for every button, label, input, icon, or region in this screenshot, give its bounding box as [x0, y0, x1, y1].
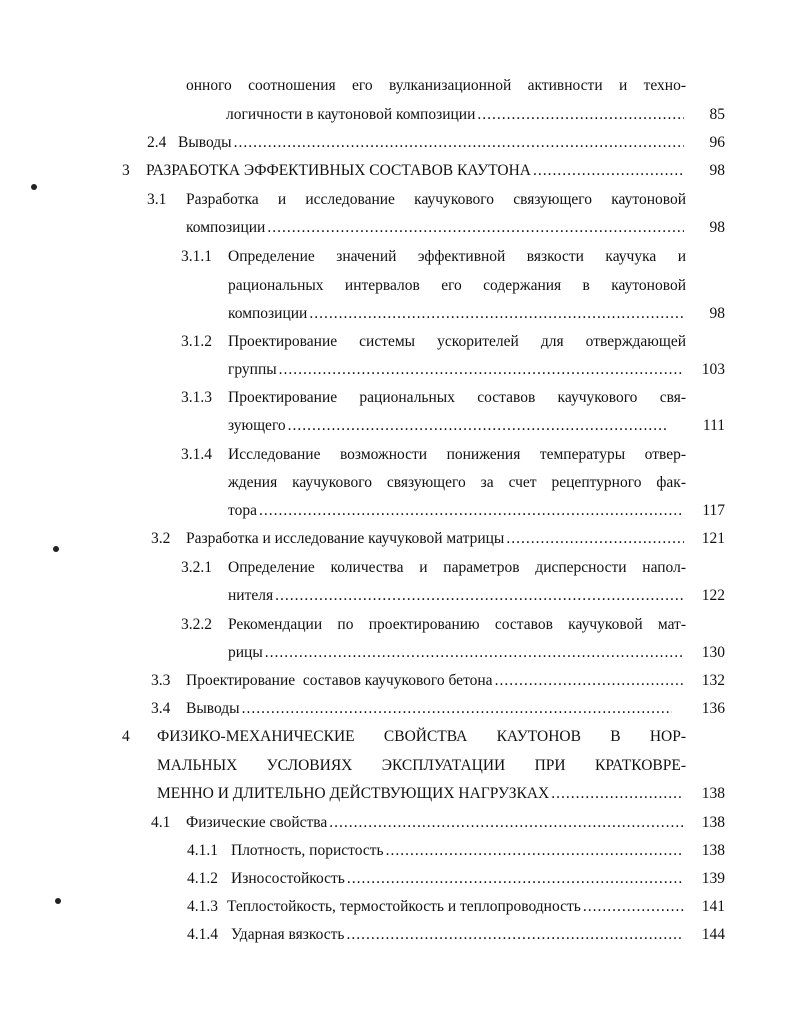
- toc-entry-title: рицы: [228, 644, 263, 661]
- page-number: 130: [701, 644, 725, 661]
- toc-entry-line: [231, 926, 686, 944]
- toc-entry-line: [157, 785, 686, 803]
- toc-entry-line: Проектирование системы ускорителей для отверждающей: [228, 333, 686, 350]
- toc-entry-line: МАЛЬНЫХ УСЛОВИЯХ ЭКСПЛУАТАЦИИ ПРИ КРАТКОВРЕ-: [157, 757, 686, 774]
- section-number: 4.1.2: [187, 870, 218, 887]
- toc-entry-line: [178, 134, 686, 152]
- toc-entry-line: Проектирование рациональных составов каучукового свя-: [228, 389, 686, 406]
- toc-entry-title: Выводы: [178, 134, 232, 151]
- page-number: 122: [701, 587, 725, 604]
- page-number: 138: [701, 842, 725, 859]
- toc-entry-title: Физические свойства: [186, 814, 328, 831]
- page-number: 98: [709, 162, 725, 179]
- section-number: 4: [122, 728, 130, 745]
- toc-entry-line: Определение значений эффективной вязкости каучука и: [228, 248, 686, 265]
- leader-dots: [551, 785, 684, 803]
- toc-entry-line: [146, 162, 686, 180]
- section-number: 3.2: [151, 530, 171, 547]
- toc-entry-title: РАЗРАБОТКА ЭФФЕКТИВНЫХ СОСТАВОВ КАУТОНА: [146, 162, 531, 179]
- section-number: 2.4: [147, 134, 167, 151]
- toc-entry-title: группы: [228, 361, 277, 378]
- page-number: 138: [701, 785, 725, 802]
- section-number: 4.1.1: [187, 842, 218, 859]
- page-number: 144: [701, 926, 725, 943]
- toc-entry-title: нителя: [228, 587, 274, 604]
- page-number: 132: [701, 672, 725, 689]
- page-number: 111: [702, 417, 725, 434]
- leader-dots: [583, 898, 684, 916]
- toc-entry-line: ждения каучукового связующего за счет рецептурного фак-: [228, 474, 686, 491]
- leader-dots: [279, 361, 684, 379]
- page-number: 85: [709, 106, 725, 123]
- section-number: 4.1.3: [187, 898, 218, 915]
- toc-entry-line: [228, 305, 686, 323]
- leader-dots: [477, 106, 684, 124]
- toc-entry-line: рациональных интервалов его содержания в каутоновой: [228, 277, 686, 294]
- toc-entry-title: тора: [228, 502, 257, 519]
- leader-dots: [495, 672, 684, 690]
- section-number: 3.1.2: [181, 333, 212, 350]
- section-number: 3.4: [151, 700, 171, 717]
- leader-dots: [265, 644, 684, 662]
- toc-entry-line: [186, 219, 686, 237]
- toc-entry-line: Определение количества и параметров дисперсности напол-: [228, 559, 686, 576]
- page-number: 103: [701, 361, 725, 378]
- toc-entry-title: Разработка и исследование каучуковой матрицы: [186, 530, 505, 547]
- toc-entry-line: [228, 644, 686, 662]
- leader-dots: [533, 162, 684, 180]
- toc-entry-title: Теплостойкость, термостойкость и теплопроводность: [227, 898, 581, 915]
- leader-dots: [242, 700, 672, 718]
- page-number: 98: [709, 305, 725, 322]
- toc-entry-title: Износостойкость: [231, 870, 345, 887]
- toc-entry-title: логичности в каутоновой композиции: [226, 106, 476, 123]
- leader-dots: [288, 417, 666, 435]
- toc-entry-line: [228, 502, 686, 520]
- toc-entry-line: онного соотношения его вулканизационной активности и техно-: [186, 77, 686, 94]
- section-number: 3.1.1: [181, 248, 212, 265]
- page-number: 141: [701, 898, 725, 915]
- toc-entry-line: [186, 700, 674, 718]
- toc-entry-title: Выводы: [186, 700, 240, 717]
- leader-dots: [259, 502, 684, 520]
- section-number: 4.1: [151, 814, 171, 831]
- page-number: 117: [702, 502, 725, 519]
- leader-dots: [267, 219, 684, 237]
- toc-entry-line: [227, 898, 686, 916]
- leader-dots: [347, 870, 684, 888]
- page-number: 98: [709, 219, 725, 236]
- leader-dots: [234, 134, 684, 152]
- page-number: 136: [701, 700, 725, 717]
- leader-dots: [309, 305, 684, 323]
- binder-hole-mark: [53, 546, 59, 552]
- toc-entry-title: композиции: [228, 305, 308, 322]
- binder-hole-mark: [55, 898, 61, 904]
- section-number: 3.3: [151, 672, 171, 689]
- toc-entry-title: зующего: [228, 417, 286, 434]
- toc-entry-line: [186, 814, 686, 832]
- section-number: 3.2.1: [181, 559, 212, 576]
- section-number: 3: [122, 162, 130, 179]
- toc-entry-line: [228, 417, 668, 435]
- leader-dots: [346, 926, 684, 944]
- toc-entry-line: ФИЗИКО-МЕХАНИЧЕСКИЕ СВОЙСТВА КАУТОНОВ В НОР-: [157, 728, 686, 745]
- toc-entry-line: Исследование возможности понижения температуры отвер-: [228, 446, 686, 463]
- binder-hole-mark: [31, 184, 37, 190]
- section-number: 3.1.4: [181, 446, 212, 463]
- section-number: 3.2.2: [181, 616, 212, 633]
- section-number: 3.1.3: [181, 389, 212, 406]
- toc-entry-title: Ударная вязкость: [231, 926, 345, 943]
- toc-entry-title: композиции: [186, 219, 266, 236]
- leader-dots: [329, 814, 684, 832]
- leader-dots: [506, 530, 684, 548]
- toc-entry-line: [226, 106, 686, 124]
- toc-entry-line: [186, 672, 686, 690]
- toc-entry-line: [231, 842, 686, 860]
- page-number: 139: [701, 870, 725, 887]
- toc-entry-line: [228, 587, 686, 605]
- page-number: 96: [709, 134, 725, 151]
- toc-entry-line: [186, 530, 686, 548]
- leader-dots: [386, 842, 684, 860]
- toc-entry-title: Проектирование составов каучукового бетона: [186, 672, 493, 689]
- section-number: 4.1.4: [187, 926, 218, 943]
- toc-entry-line: [231, 870, 686, 888]
- page-number: 121: [701, 530, 725, 547]
- toc-entry-line: Рекомендации по проектированию составов каучуковой мат-: [228, 616, 686, 633]
- leader-dots: [275, 587, 684, 605]
- toc-entry-line: Разработка и исследование каучукового связующего каутоновой: [186, 191, 686, 208]
- page-number: 138: [701, 814, 725, 831]
- toc-entry-title: МЕННО И ДЛИТЕЛЬНО ДЕЙСТВУЮЩИХ НАГРУЗКАХ: [157, 785, 550, 802]
- section-number: 3.1: [147, 191, 167, 208]
- toc-entry-title: Плотность, пористость: [231, 842, 384, 859]
- toc-entry-line: [228, 361, 686, 379]
